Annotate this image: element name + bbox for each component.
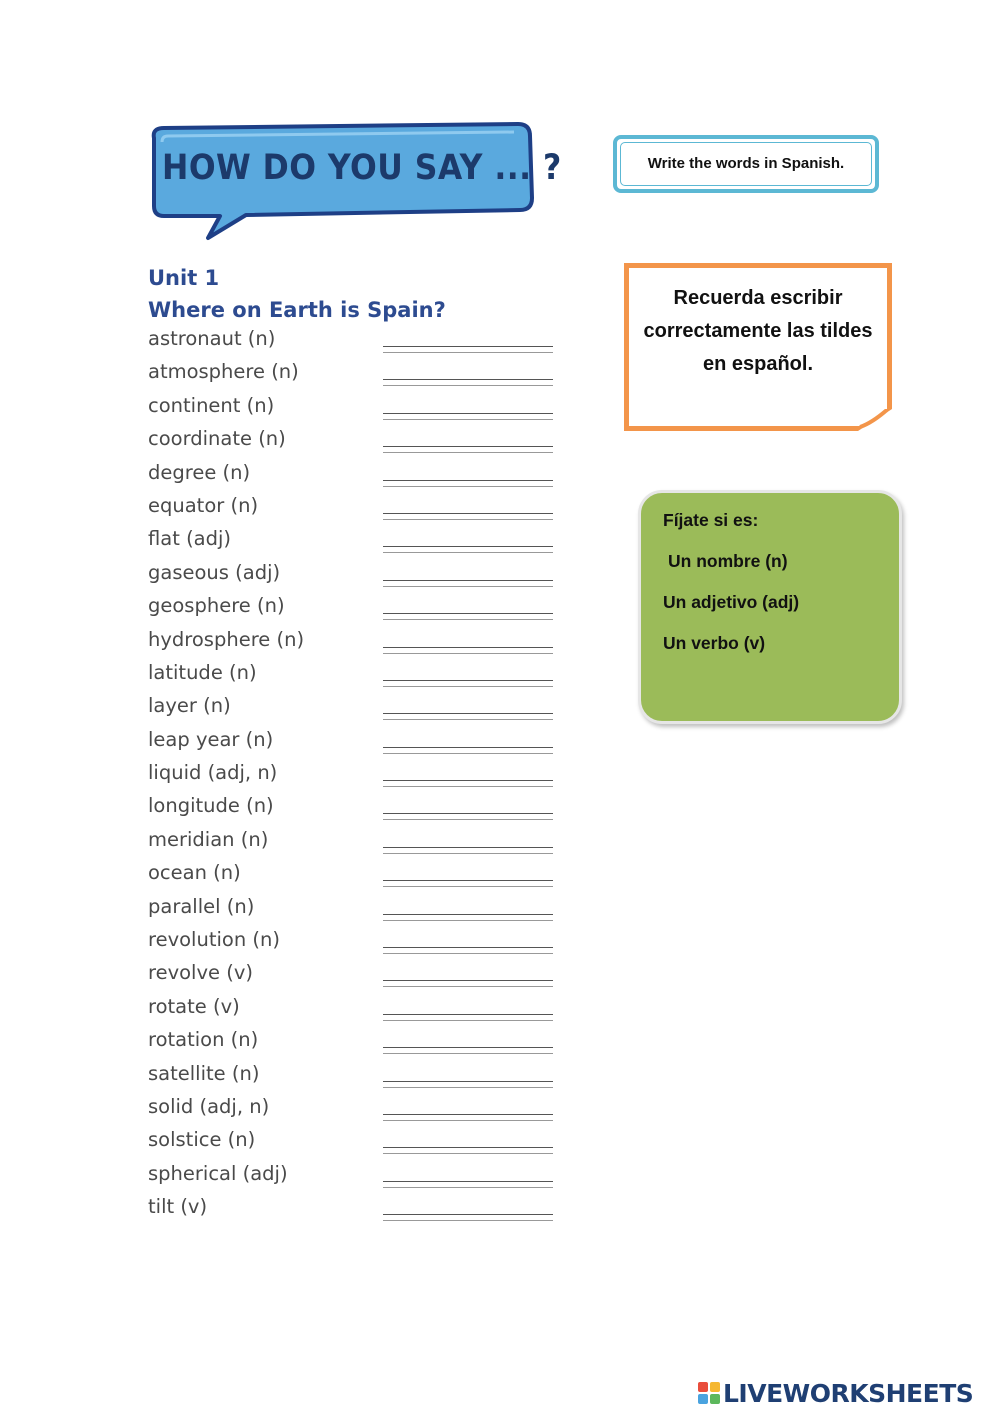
word-label: flat (adj) <box>148 527 232 551</box>
word-label: liquid (adj, n) <box>148 761 278 785</box>
list-item <box>148 791 568 824</box>
word-label: rotation (n) <box>148 1028 259 1052</box>
instruction-box <box>613 135 879 193</box>
word-label: geosphere (n) <box>148 594 285 618</box>
answer-input[interactable] <box>383 747 553 754</box>
answer-input[interactable] <box>383 1181 553 1188</box>
word-label: revolve (v) <box>148 961 253 985</box>
list-item <box>148 1092 568 1125</box>
answer-input[interactable] <box>383 1047 553 1054</box>
word-label: parallel (n) <box>148 894 255 918</box>
word-label: atmosphere (n) <box>148 360 299 384</box>
list-item <box>148 424 568 457</box>
list-item <box>148 858 568 891</box>
word-label: latitude (n) <box>148 660 257 684</box>
answer-input[interactable] <box>383 713 553 720</box>
list-item <box>148 958 568 991</box>
word-label: satellite (n) <box>148 1061 260 1085</box>
folded-corner-icon <box>858 409 892 431</box>
answer-input[interactable] <box>383 1014 553 1021</box>
list-item <box>148 691 568 724</box>
list-item <box>148 1025 568 1058</box>
answer-input[interactable] <box>383 680 553 687</box>
word-label: tilt (v) <box>148 1195 208 1219</box>
list-item <box>148 357 568 390</box>
list-item <box>148 591 568 624</box>
answer-input[interactable] <box>383 847 553 854</box>
liveworksheets-logo-icon <box>698 1382 720 1404</box>
answer-input[interactable] <box>383 914 553 921</box>
answer-input[interactable] <box>383 446 553 453</box>
list-item <box>148 1159 568 1192</box>
answer-input[interactable] <box>383 1114 553 1121</box>
list-item <box>148 892 568 925</box>
list-item <box>148 825 568 858</box>
list-item <box>148 491 568 524</box>
word-label: solstice (n) <box>148 1128 256 1152</box>
answer-input[interactable] <box>383 580 553 587</box>
unit-subtitle: Where on Earth is Spain? <box>148 298 446 322</box>
answer-input[interactable] <box>383 413 553 420</box>
notice-title: Fíjate si es: <box>663 510 759 530</box>
word-label: gaseous (adj) <box>148 560 281 584</box>
reminder-text: Recuerda escribir correctamente las tildes en español. <box>643 287 873 375</box>
notice-item: Un verbo (v) <box>663 633 766 653</box>
notice-item: Un nombre (n) <box>668 551 788 571</box>
list-item <box>148 758 568 791</box>
list-item <box>148 725 568 758</box>
word-label: hydrosphere (n) <box>148 627 305 651</box>
answer-input[interactable] <box>383 980 553 987</box>
brand-name: LIVEWORKSHEETS <box>723 1378 974 1408</box>
word-label: degree (n) <box>148 460 251 484</box>
answer-input[interactable] <box>383 1081 553 1088</box>
list-item <box>148 558 568 591</box>
answer-input[interactable] <box>383 1214 553 1221</box>
list-item <box>148 324 568 357</box>
word-label: astronaut (n) <box>148 327 276 350</box>
list-item <box>148 925 568 958</box>
list-item <box>148 992 568 1025</box>
answer-input[interactable] <box>383 546 553 553</box>
word-label: solid (adj, n) <box>148 1094 270 1118</box>
instruction-text: Write the words in Spanish. <box>647 155 845 172</box>
answer-input[interactable] <box>383 379 553 386</box>
list-item <box>148 625 568 658</box>
list-item <box>148 524 568 557</box>
answer-input[interactable] <box>383 947 553 954</box>
answer-input[interactable] <box>383 613 553 620</box>
unit-label: Unit 1 <box>148 266 220 290</box>
list-item <box>148 458 568 491</box>
notice-item: Un adjetivo (adj) <box>663 592 800 612</box>
word-label: spherical (adj) <box>148 1161 288 1185</box>
unit-heading <box>148 262 446 326</box>
answer-input[interactable] <box>383 513 553 520</box>
word-label: coordinate (n) <box>148 427 286 451</box>
brand-footer <box>698 1376 973 1410</box>
answer-input[interactable] <box>383 647 553 654</box>
list-item <box>148 658 568 691</box>
answer-input[interactable] <box>383 813 553 820</box>
list-item <box>148 1192 568 1225</box>
answer-input[interactable] <box>383 1147 553 1154</box>
answer-input[interactable] <box>383 480 553 487</box>
word-label: meridian (n) <box>148 827 269 851</box>
list-item <box>148 391 568 424</box>
word-label: rotate (v) <box>148 994 240 1018</box>
word-label: leap year (n) <box>148 727 274 751</box>
word-label: layer (n) <box>148 694 231 718</box>
answer-input[interactable] <box>383 880 553 887</box>
word-label: ocean (n) <box>148 861 241 885</box>
word-label: longitude (n) <box>148 794 274 818</box>
answer-input[interactable] <box>383 780 553 787</box>
list-item <box>148 1125 568 1158</box>
notice-box <box>638 490 902 724</box>
word-label: equator (n) <box>148 493 259 517</box>
vocabulary-list <box>148 324 568 1226</box>
list-item <box>148 1059 568 1092</box>
word-label: revolution (n) <box>148 928 280 952</box>
answer-input[interactable] <box>383 346 553 353</box>
word-label: continent (n) <box>148 393 275 417</box>
bubble-title: HOW DO YOU SAY ... ? <box>162 148 562 188</box>
reminder-box <box>624 263 892 431</box>
